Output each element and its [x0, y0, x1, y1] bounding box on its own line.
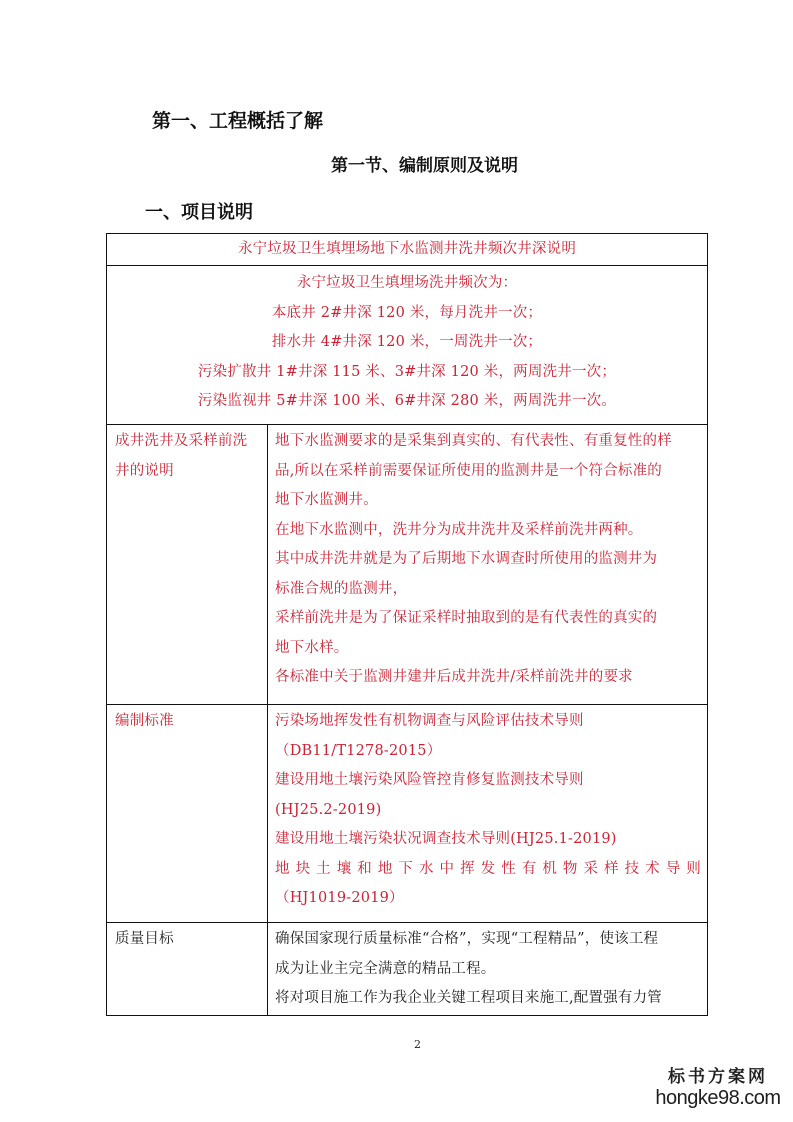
frequency-cell — [107, 269, 707, 424]
content-line: 地下水监测井。 — [275, 492, 378, 508]
content-line: 将对项目施工作为我企业关键工程项目来施工,配置强有力管 — [275, 990, 663, 1006]
page-number: 2 — [414, 1038, 421, 1051]
project-description-table — [106, 233, 708, 1016]
frequency-line: 污染扩散井 1#井深 115 米、3#井深 120 米，两周洗井一次； — [197, 363, 617, 380]
content-line — [275, 855, 701, 885]
table-title: 永宁垃圾卫生填埋场地下水监测井洗井频次井深说明 — [237, 241, 577, 257]
table-row — [107, 923, 707, 1015]
row-label — [115, 707, 265, 737]
row-content — [275, 707, 701, 914]
content-line: 品,所以在采样前需要保证所使用的监测井是一个符合标准的 — [275, 462, 663, 479]
content-line: 地下水监测要求的是采集到真实的、有代表性、有重复性的样 — [275, 433, 672, 449]
frequency-line: 污染监视井 5#井深 100 米、6#井深 280 米，两周洗井一次。 — [197, 393, 617, 409]
watermark-url: hongke98.com — [655, 1087, 781, 1109]
content-line: 标准合规的监测井， — [275, 580, 408, 597]
row-label — [115, 925, 265, 955]
row-label-line: 编制标准 — [115, 713, 174, 729]
content-line: 确保国家现行质量标准“合格”，实现“工程精品”，使该工程 — [275, 931, 659, 947]
table-title-row — [107, 234, 707, 266]
spread-char: 物 — [562, 860, 578, 877]
spread-char: 地 — [377, 860, 393, 877]
section-heading: 第一节、编制原则及说明 — [331, 156, 518, 176]
table-row — [107, 425, 707, 705]
spread-char: 地 — [275, 860, 290, 877]
spread-char: 水 — [418, 860, 434, 877]
column-divider — [267, 923, 268, 1015]
content-line: 其中成井洗井就是为了后期地下水调查时所使用的监测井为 — [275, 551, 658, 567]
content-line: 成为让业主完全满意的精品工程。 — [275, 960, 496, 977]
spread-char: 性 — [501, 860, 516, 877]
spread-char: 块 — [295, 860, 311, 877]
spread-char: 样 — [604, 860, 619, 877]
content-line: (HJ25.2-2019) — [275, 801, 382, 818]
content-line: 各标准中关于监测井建井后成井洗井/采样前洗井的要求 — [275, 669, 633, 685]
spread-char: 有 — [521, 860, 537, 877]
spread-char: 和 — [357, 860, 372, 877]
spread-char: 技 — [624, 860, 640, 877]
row-label-line: 质量目标 — [115, 931, 174, 947]
content-line: 污染场地挥发性有机物调查与风险评估技术导则 — [275, 713, 584, 729]
table-row — [107, 705, 707, 923]
row-label-line: 井的说明 — [115, 462, 174, 479]
spread-char: 壤 — [336, 860, 352, 877]
column-divider — [267, 425, 268, 704]
row-content — [275, 925, 701, 1014]
watermark-name: 标书方案网 — [668, 1067, 768, 1087]
content-line: 在地下水监测中，洗井分为成井洗井及采样前洗井两种。 — [275, 521, 643, 538]
row-label-line: 成井洗井及采样前洗 — [115, 433, 248, 449]
content-line: （DB11/T1278-2015） — [275, 742, 442, 759]
spread-char: 中 — [439, 860, 455, 877]
spread-char: 则 — [686, 860, 701, 877]
content-line: 采样前洗井是为了保证采样时抽取到的是有代表性的真实的 — [275, 610, 658, 626]
spread-char: 下 — [398, 860, 414, 877]
frequency-line: 永宁垃圾卫生填埋场洗井频次为： — [296, 275, 518, 291]
content-line: 建设用地土壤污染风险管控肯修复监测技术导则 — [275, 772, 584, 788]
frequency-line: 排水井 4#井深 120 米，一周洗井一次； — [271, 334, 543, 350]
spread-char: 挥 — [460, 860, 475, 877]
spread-char: 导 — [665, 860, 681, 877]
content-line: 建设用地土壤污染状况调查技术导则(HJ25.1-2019) — [275, 831, 617, 847]
frequency-row — [107, 266, 707, 425]
row-content — [275, 427, 701, 693]
subsection-heading: 一、项目说明 — [145, 202, 253, 223]
chapter-heading: 第一、工程概括了解 — [152, 110, 324, 132]
spread-char: 采 — [583, 860, 599, 877]
column-divider — [267, 705, 268, 922]
frequency-line: 本底井 2#井深 120 米，每月洗井一次； — [271, 304, 543, 321]
spread-char: 术 — [645, 860, 660, 877]
spread-char: 土 — [316, 860, 331, 877]
content-line: （HJ1019-2019） — [275, 890, 404, 906]
spread-char: 机 — [542, 860, 558, 877]
row-label — [115, 427, 265, 486]
watermark-logo — [648, 1067, 788, 1109]
spread-char: 发 — [480, 860, 496, 877]
content-line: 地下水样。 — [275, 639, 349, 656]
